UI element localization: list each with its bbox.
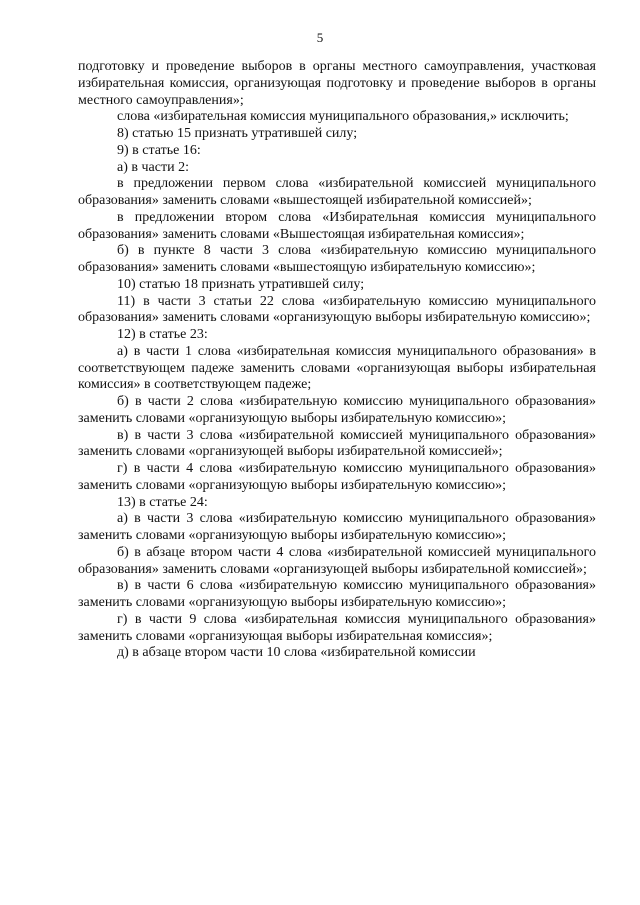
- paragraph: в предложении втором слова «Избирательная комиссия муниципального образования» заменить словами «Вышестоящая избирательная комиссия»;: [78, 209, 596, 242]
- paragraph: д) в абзаце втором части 10 слова «избирательной комиссии: [117, 645, 476, 661]
- paragraph: а) в части 1 слова «избирательная комиссия муниципального образования» в соответствующем падеже заменить словами «организующая выборы избирательная комиссия» в соответствующем падеже;: [78, 343, 596, 393]
- paragraph: б) в части 2 слова «избирательную комиссию муниципального образования» заменить словами «организующую выборы избирательную комиссию»;: [78, 394, 596, 426]
- paragraph: 11) в части 3 статьи 22 слова «избирательную комиссию муниципального образования» заменить словами «организующую выборы избирательную комиссию»;: [78, 293, 596, 326]
- paragraph: в предложении первом слова «избирательной комиссией муниципального образования» заменить словами «вышестоящей избирательной комиссией»;: [78, 176, 596, 208]
- paragraph-continuation: подготовку и проведение выборов в органы местного самоуправления, участковая избирательная комиссия, организующая подготовку и проведение выборов в органы местного самоуправления»;: [78, 59, 596, 108]
- paragraph: в) в части 3 слова «избирательной комиссией муниципального образования» заменить словами «организующей выборы избирательной комиссией»;: [78, 427, 596, 460]
- paragraph: б) в пункте 8 части 3 слова «избирательную комиссию муниципального образования» заменить словами «вышестоящую избирательную комиссию»;: [78, 243, 596, 275]
- paragraph: в) в части 6 слова «избирательную комиссию муниципального образования» заменить словами «организующую выборы избирательную комиссию»;: [78, 578, 596, 610]
- document-body: [78, 59, 596, 662]
- paragraph: 9) в статье 16:: [117, 142, 201, 158]
- paragraph: 13) в статье 24:: [117, 494, 208, 510]
- paragraph: г) в части 9 слова «избирательная комиссия муниципального образования» заменить словами «организующая выборы избирательная комиссия»;: [78, 611, 596, 644]
- paragraph: а) в части 3 слова «избирательную комиссию муниципального образования» заменить словами «организующую выборы избирательную комиссию»;: [78, 511, 596, 543]
- paragraph: 12) в статье 23:: [117, 327, 208, 342]
- paragraph: а) в части 2:: [117, 159, 189, 175]
- paragraph: слова «избирательная комиссия муниципального образования,» исключить;: [117, 109, 569, 125]
- paragraph: 8) статью 15 признать утратившей силу;: [117, 126, 358, 141]
- paragraph: г) в части 4 слова «избирательную комиссию муниципального образования» заменить словами «организующую выборы избирательную комиссию»;: [78, 461, 596, 493]
- paragraph: б) в абзаце втором части 4 слова «избирательной комиссией муниципального образования» заменить словами «организующей выборы избирательной комиссией»;: [78, 544, 596, 577]
- page-number: 5: [316, 30, 324, 45]
- paragraph: 10) статью 18 признать утратившей силу;: [117, 276, 365, 292]
